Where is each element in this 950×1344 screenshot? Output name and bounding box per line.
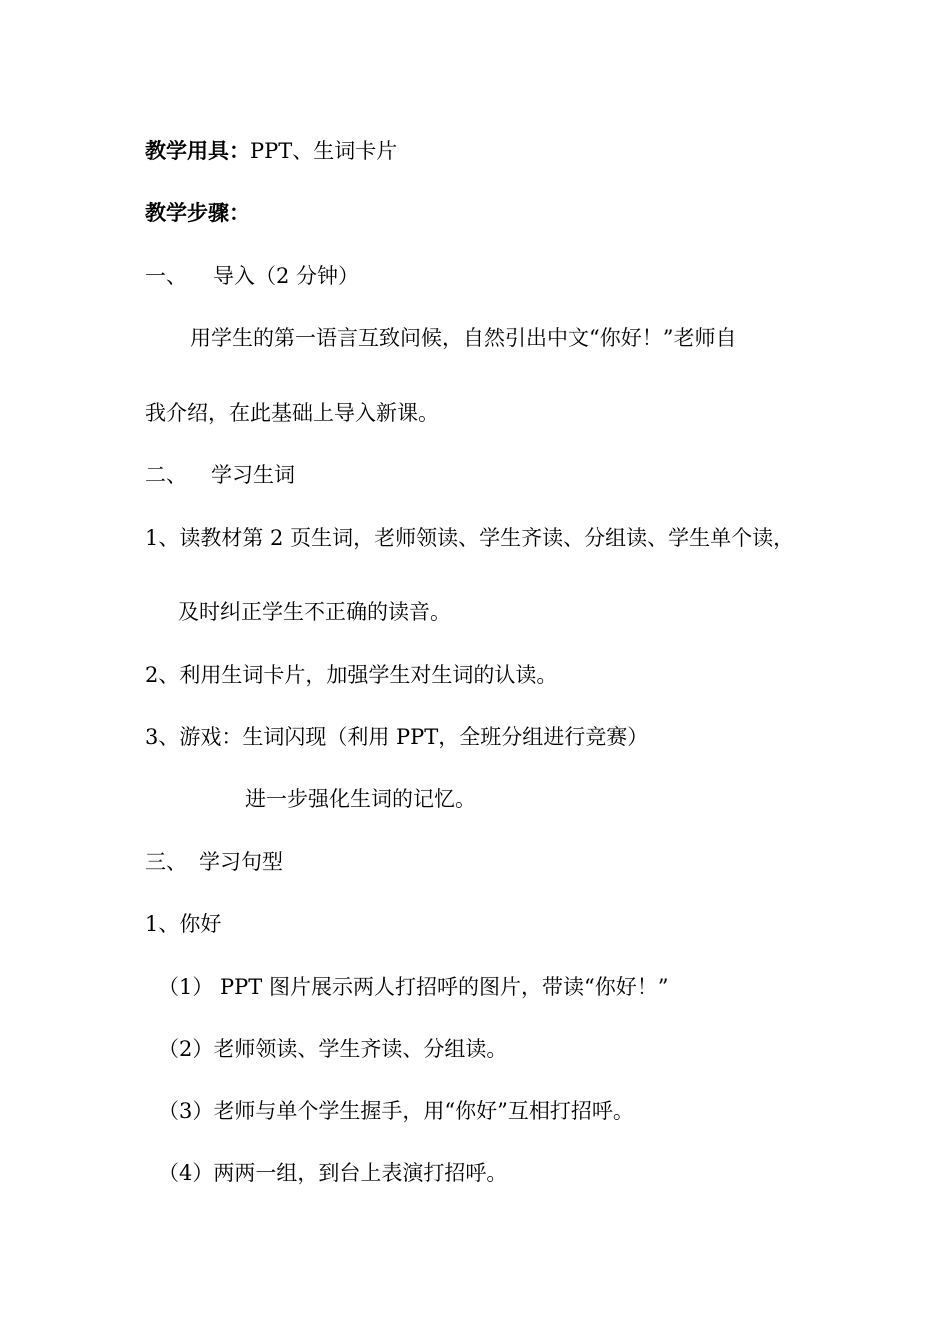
section2-title: 学习生词 [211, 463, 295, 487]
section2-item3-line2: 进一步强化生词的记忆。 [245, 787, 476, 811]
section3-heading [145, 848, 283, 876]
section3-marker: 三、 [145, 850, 187, 874]
section2-marker: 二、 [145, 463, 187, 487]
section3-item1: 1、你好 [145, 912, 222, 936]
section3-sub1: （1） PPT 图片展示两人打招呼的图片，带读“你好！” [158, 975, 669, 999]
tools-label: 教学用具： [145, 138, 250, 163]
section3-sub4: （4）两两一组，到台上表演打招呼。 [158, 1161, 508, 1185]
section3-sub3: （3）老师与单个学生握手，用“你好”互相打招呼。 [158, 1099, 634, 1123]
section2-item1-line2: 及时纠正学生不正确的读音。 [178, 600, 451, 624]
tools-line [145, 137, 397, 165]
section1-paragraph-line1: 用学生的第一语言互致问候，自然引出中文“你好！”老师自 [190, 326, 737, 350]
section1-heading [145, 262, 359, 290]
steps-heading: 教学步骤： [145, 200, 250, 225]
section3-sub2: （2）老师领读、学生齐读、分组读。 [158, 1037, 508, 1061]
section1-title: 导入（2 分钟） [213, 264, 360, 288]
section2-heading [145, 461, 295, 489]
section1-paragraph-line2: 我介绍，在此基础上导入新课。 [145, 401, 439, 425]
section1-marker: 一、 [145, 264, 187, 288]
section2-item2: 2、利用生词卡片，加强学生对生词的认读。 [145, 663, 558, 687]
tools-value: PPT、生词卡片 [250, 139, 398, 163]
section3-title: 学习句型 [199, 850, 283, 874]
section2-item1-line1: 1、读教材第 2 页生词，老师领读、学生齐读、分组读、学生单个读， [145, 526, 795, 550]
section2-item3-line1: 3、游戏：生词闪现（利用 PPT，全班分组进行竞赛） [145, 725, 649, 749]
